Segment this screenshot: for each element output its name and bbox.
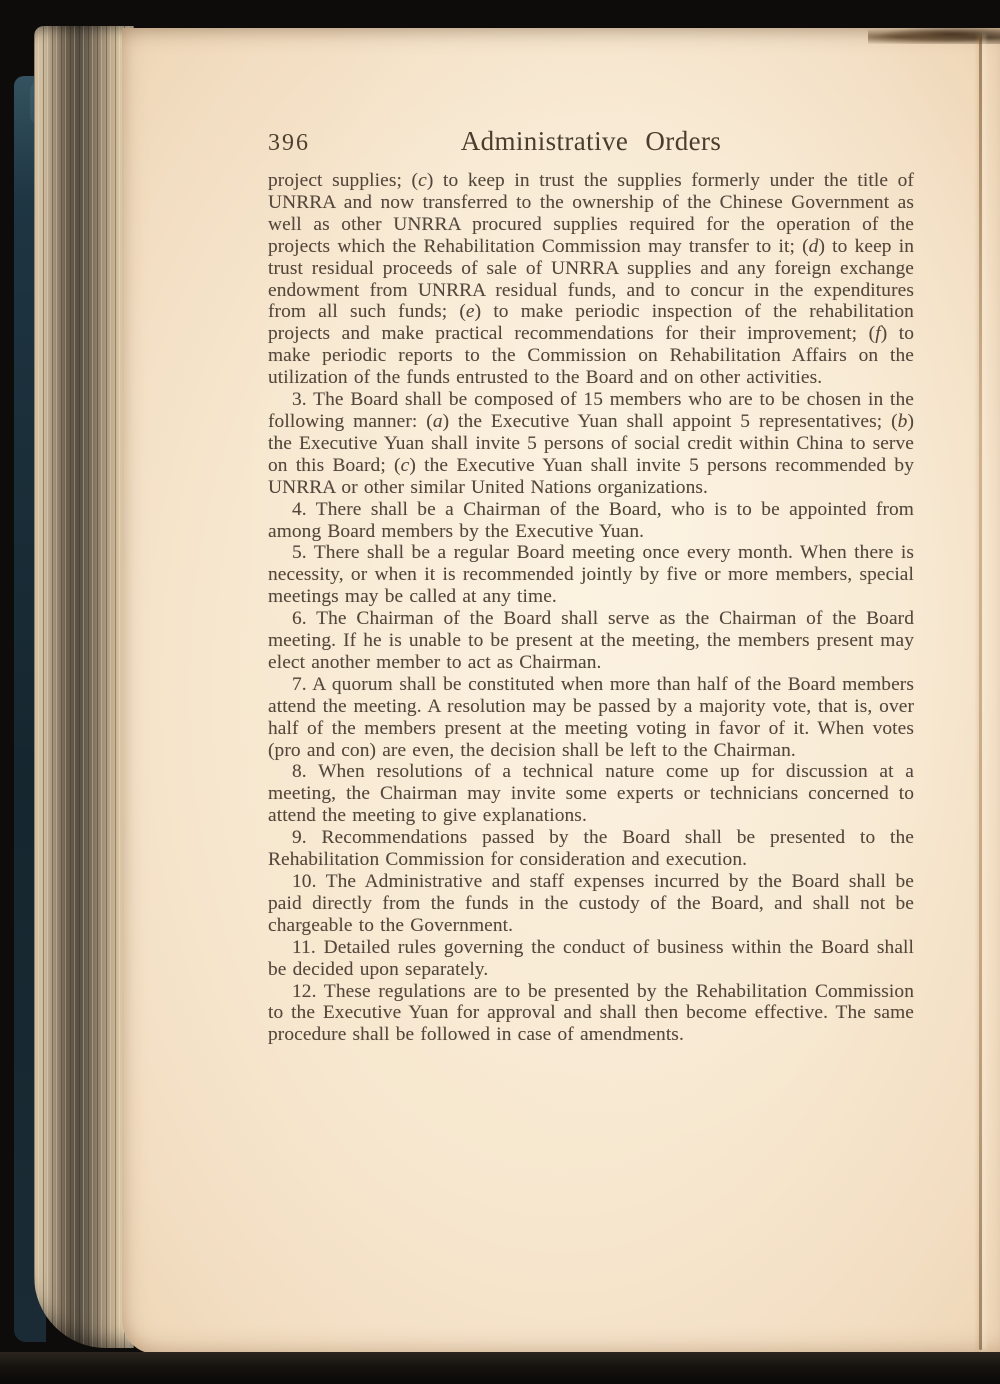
- printed-content: [268, 126, 914, 1046]
- body-text: [268, 170, 914, 1046]
- page-edges-stack: [34, 26, 134, 1348]
- paragraph-item-4: 4. There shall be a Chairman of the Board, who is to be appointed from among Board members by the Executive Yuan.: [268, 498, 914, 542]
- paragraph-item-3: 3. The Board shall be composed of 15 members who are to be chosen in the following manner: (a) the Executive Yuan shall appoint 5 representatives; (b) the Executive Yuan shall invite 5 persons of social credit within China to serve on this Board; (c) the Executive Yuan shall invite 5 persons recommended by UNRRA or other similar United Nations organizations.: [268, 389, 914, 498]
- paragraph-item-9: 9. Recommendations passed by the Board shall be presented to the Rehabilitation Commission for consideration and execution.: [268, 827, 914, 871]
- paragraph-item-8: 8. When resolutions of a technical nature come up for discussion at a meeting, the Chairman may invite some experts or technicians concerned to attend the meeting to give explanations.: [268, 761, 914, 827]
- paragraph-item-12: 12. These regulations are to be presented by the Rehabilitation Commission to the Executive Yuan for approval and shall then become effective. The same procedure shall be followed in case of amendments.: [268, 980, 914, 1046]
- underlying-page-edge: [979, 34, 982, 1350]
- book-page: [122, 28, 1000, 1354]
- running-head-title: Administrative Orders: [460, 126, 722, 156]
- paragraph-item-5: 5. There shall be a regular Board meeting once every month. When there is necessity, or when it is recommended jointly by five or more members, special meetings may be called at any time.: [268, 542, 914, 608]
- table-surface-shadow: [0, 1352, 1000, 1384]
- paragraph-item-6: 6. The Chairman of the Board shall serve as the Chairman of the Board meeting. If he is unable to be present at the meeting, the members present may elect another member to act as Chairman.: [268, 608, 914, 673]
- page-number: 396: [268, 130, 310, 156]
- paragraph-item-7: 7. A quorum shall be constituted when more than half of the Board members attend the meeting. A resolution may be passed by a majority vote, that is, over half of the members present at the meeting voting in favor of it. When votes (pro and con) are even, the decision shall be left to the Chairman.: [268, 673, 914, 761]
- paragraph-item-11: 11. Detailed rules governing the conduct of business within the Board shall be decided upon separately.: [268, 936, 914, 980]
- page-header: [268, 126, 914, 164]
- paragraph-continued: project supplies; (c) to keep in trust the supplies formerly under the title of UNRRA and now transferred to the ownership of the Chinese Government as well as other UNRRA procured supplies required for the operation of the projects which the Rehabilitation Commission may transfer to it; (d) to keep in trust residual proceeds of sale of UNRRA supplies and any foreign exchange endowment from UNRRA residual funds, and to concur in the expenditures from all such funds; (e) to make periodic inspection of the rehabilitation projects and make practical recommendations for their improvement; (f) to make periodic reports to the Commission on Rehabilitation Affairs on the utilization of the funds entrusted to the Board and on other activities.: [268, 170, 915, 389]
- paragraph-item-10: 10. The Administrative and staff expenses incurred by the Board shall be paid directly from the funds in the custody of the Board, and shall not be chargeable to the Government.: [268, 871, 914, 936]
